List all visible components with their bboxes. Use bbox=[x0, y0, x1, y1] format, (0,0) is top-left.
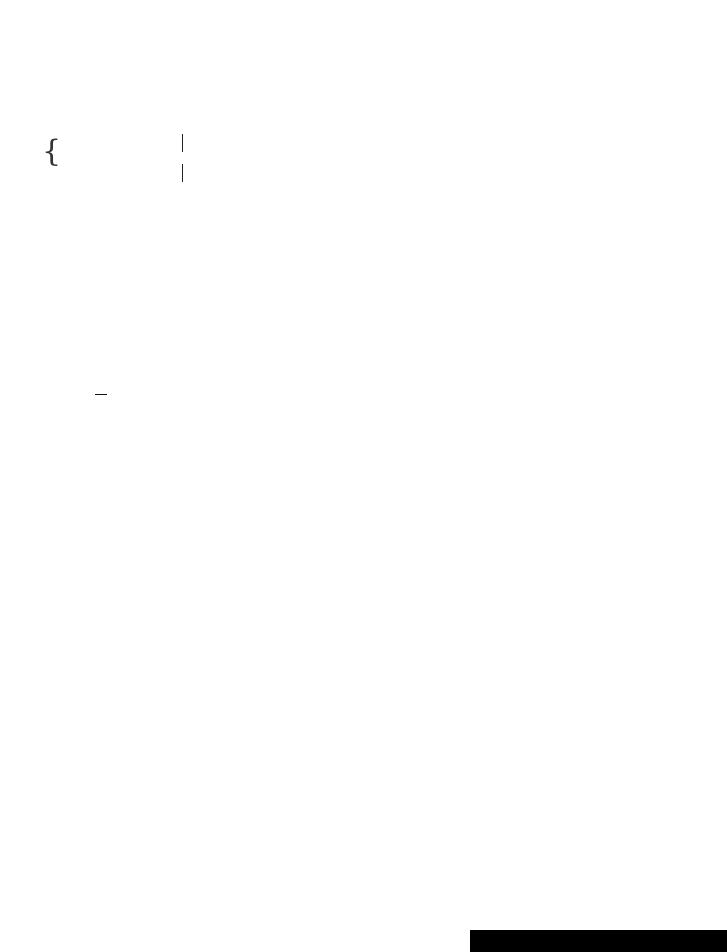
example-barline-upper bbox=[182, 134, 183, 152]
footer-site-banner bbox=[470, 930, 727, 952]
example-brace: { bbox=[42, 134, 62, 169]
example-barline-lower bbox=[182, 164, 183, 182]
time-signature bbox=[94, 394, 108, 395]
